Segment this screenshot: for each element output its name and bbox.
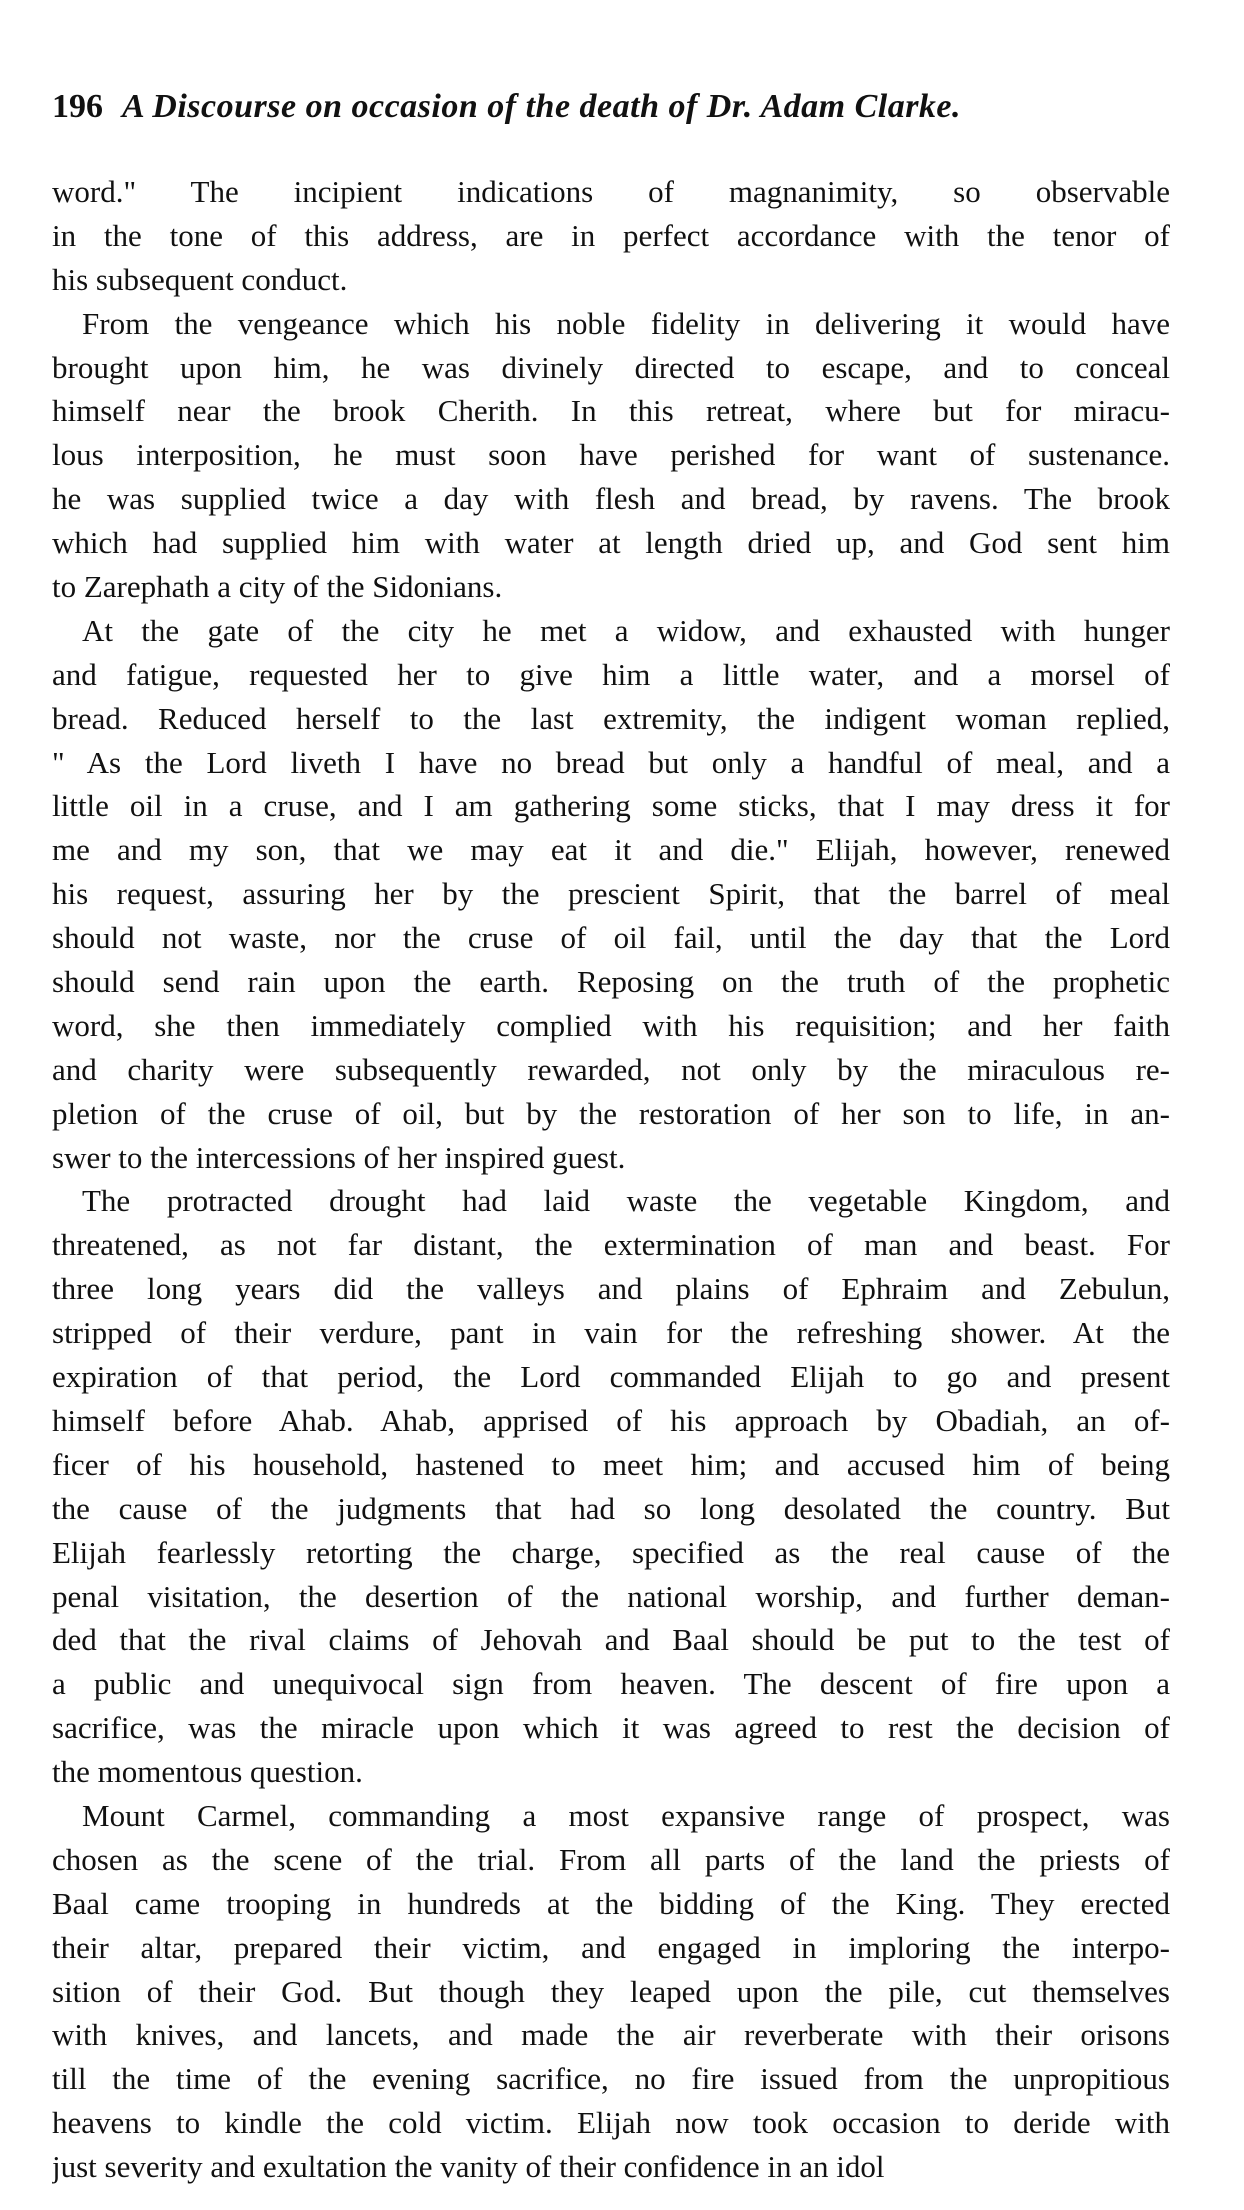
paragraph bbox=[52, 302, 1170, 609]
text-line: threatened, as not far distant, the extermination of man and beast. For bbox=[52, 1227, 1170, 1263]
text-line: and charity were subsequently rewarded, not only by the miraculous re- bbox=[52, 1051, 1170, 1087]
text-line: swer to the intercessions of her inspired guest. bbox=[52, 1139, 626, 1175]
text-line: himself before Ahab. Ahab, apprised of his approach by Obadiah, an of- bbox=[52, 1402, 1170, 1438]
text-line: and fatigue, requested her to give him a little water, and a morsel of bbox=[52, 656, 1170, 692]
text-line: till the time of the evening sacrifice, no fire issued from the unpropitious bbox=[52, 2061, 1170, 2097]
page-number: 196 bbox=[52, 88, 103, 125]
paragraph bbox=[52, 1179, 1170, 1793]
text-line: ded that the rival claims of Jehovah and Baal should be put to the test of bbox=[52, 1622, 1170, 1658]
text-line: ficer of his household, hastened to meet him; and accused him of being bbox=[52, 1446, 1170, 1482]
body-text bbox=[52, 170, 1170, 2189]
text-line: should send rain upon the earth. Reposing on the truth of the prophetic bbox=[52, 964, 1170, 1000]
text-line: stripped of their verdure, pant in vain for the refreshing shower. At the bbox=[52, 1315, 1170, 1351]
text-line: expiration of that period, the Lord commanded Elijah to go and present bbox=[52, 1359, 1170, 1395]
text-line: From the vengeance which his noble fidelity in delivering it would have bbox=[82, 305, 1170, 341]
text-line: bread. Reduced herself to the last extremity, the indigent woman replied, bbox=[52, 700, 1170, 736]
text-line: should not waste, nor the cruse of oil fail, until the day that the Lord bbox=[52, 920, 1170, 956]
text-line: chosen as the scene of the trial. From all parts of the land the priests of bbox=[52, 1841, 1170, 1877]
text-line: with knives, and lancets, and made the air reverberate with their orisons bbox=[52, 2017, 1170, 2053]
text-line: just severity and exultation the vanity of their confidence in an idol bbox=[52, 2149, 885, 2185]
text-line: his subsequent conduct. bbox=[52, 261, 348, 297]
running-title: A Discourse on occasion of the death of Dr. Adam Clarke. bbox=[122, 88, 962, 125]
text-line: " As the Lord liveth I have no bread but only a handful of meal, and a bbox=[52, 744, 1170, 780]
text-line: his request, assuring her by the prescient Spirit, that the barrel of meal bbox=[52, 876, 1170, 912]
text-line: in the tone of this address, are in perfect accordance with the tenor of bbox=[52, 217, 1170, 253]
text-line: little oil in a cruse, and I am gathering some sticks, that I may dress it for bbox=[52, 788, 1170, 824]
text-line: their altar, prepared their victim, and engaged in imploring the interpo- bbox=[52, 1929, 1170, 1965]
text-line: three long years did the valleys and plains of Ephraim and Zebulun, bbox=[52, 1271, 1170, 1307]
text-line: penal visitation, the desertion of the national worship, and further deman- bbox=[52, 1578, 1170, 1614]
text-line: which had supplied him with water at length dried up, and God sent him bbox=[52, 525, 1170, 561]
text-line: Elijah fearlessly retorting the charge, specified as the real cause of the bbox=[52, 1534, 1170, 1570]
text-line: he was supplied twice a day with flesh and bread, by ravens. The brook bbox=[52, 481, 1170, 517]
text-line: the cause of the judgments that had so long desolated the country. But bbox=[52, 1490, 1170, 1526]
text-line: lous interposition, he must soon have perished for want of sustenance. bbox=[52, 437, 1170, 473]
paragraph bbox=[52, 1794, 1170, 2189]
text-line: a public and unequivocal sign from heaven. The descent of fire upon a bbox=[52, 1666, 1170, 1702]
text-line: word, she then immediately complied with his requisition; and her faith bbox=[52, 1007, 1170, 1043]
text-line: heavens to kindle the cold victim. Elijah now took occasion to deride with bbox=[52, 2105, 1170, 2141]
text-line: me and my son, that we may eat it and die." Elijah, however, renewed bbox=[52, 832, 1170, 868]
paragraph bbox=[52, 609, 1170, 1180]
text-line: pletion of the cruse of oil, but by the restoration of her son to life, in an- bbox=[52, 1095, 1170, 1131]
text-line: sition of their God. But though they leaped upon the pile, cut themselves bbox=[52, 1973, 1170, 2009]
text-line: the momentous question. bbox=[52, 1754, 363, 1790]
page-header bbox=[52, 88, 1172, 138]
paragraph bbox=[52, 170, 1170, 302]
text-line: himself near the brook Cherith. In this retreat, where but for miracu- bbox=[52, 393, 1170, 429]
text-line: At the gate of the city he met a widow, and exhausted with hunger bbox=[82, 612, 1170, 648]
text-line: Mount Carmel, commanding a most expansive range of prospect, was bbox=[82, 1797, 1170, 1833]
text-line: The protracted drought had laid waste the vegetable Kingdom, and bbox=[82, 1183, 1170, 1219]
text-line: word." The incipient indications of magnanimity, so observable bbox=[52, 174, 1170, 209]
text-line: brought upon him, he was divinely directed to escape, and to conceal bbox=[52, 349, 1170, 385]
text-line: to Zarephath a city of the Sidonians. bbox=[52, 569, 503, 605]
text-line: Baal came trooping in hundreds at the bidding of the King. They erected bbox=[52, 1885, 1170, 1921]
text-line: sacrifice, was the miracle upon which it was agreed to rest the decision of bbox=[52, 1710, 1170, 1746]
